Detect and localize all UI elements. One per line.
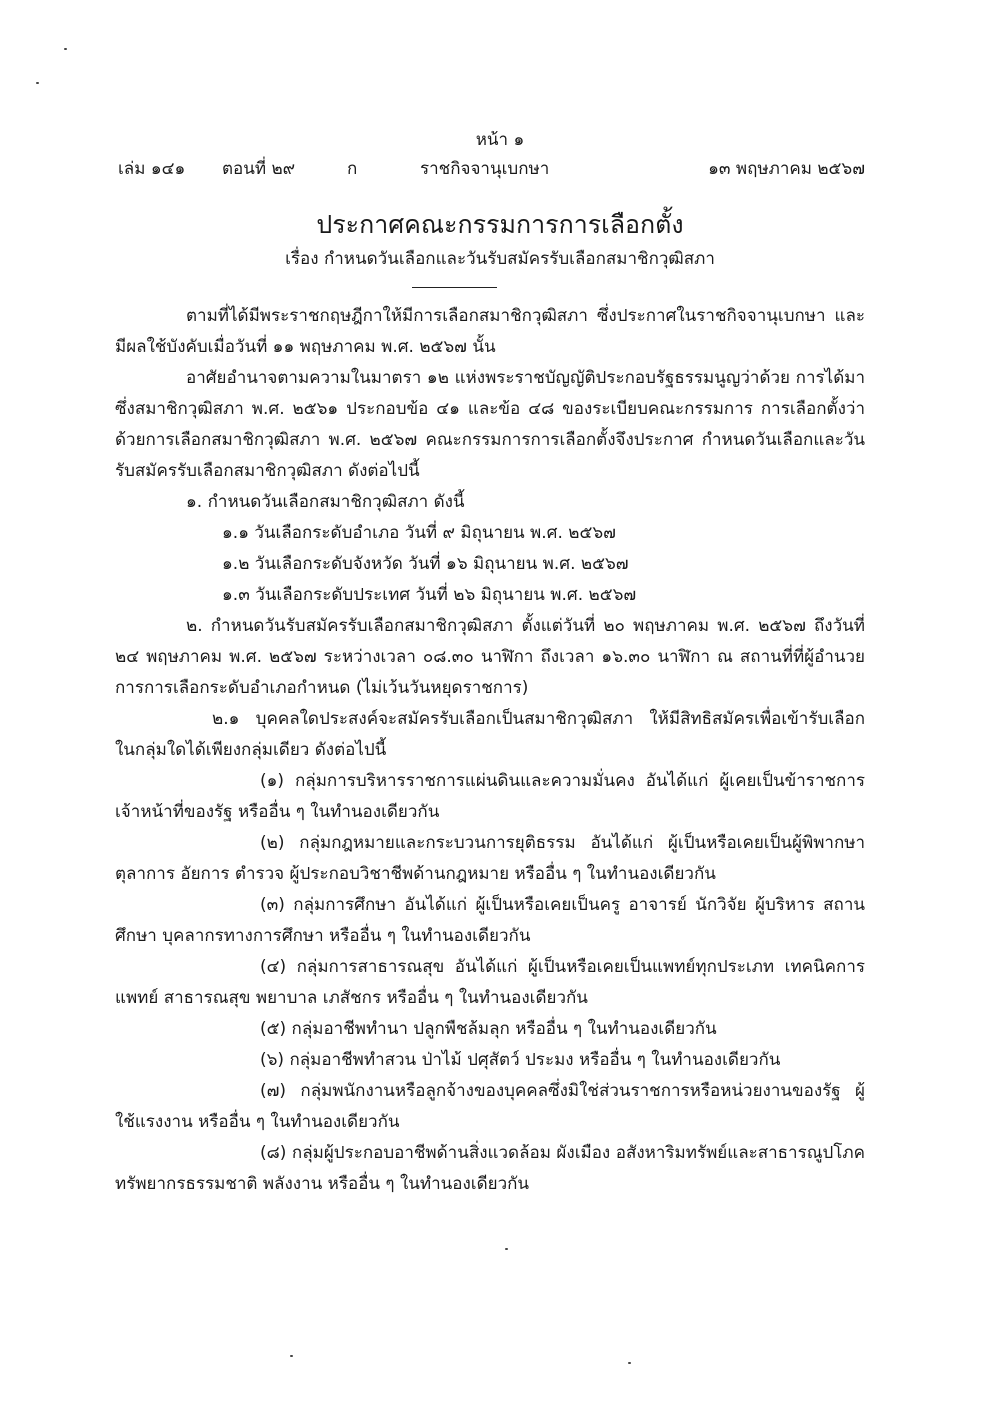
announcement-subject: เรื่อง กำหนดวันเลือกและวันรับสมัครรับเลือกสมาชิกวุฒิสภา [285,249,715,269]
header-section: ก [347,159,358,179]
clause-2: ๒. กำหนดวันรับสมัครรับเลือกสมาชิกวุฒิสภา ตั้งแต่วันที่ ๒๐ พฤษภาคม พ.ศ. ๒๕๖๗ ถึงวันที่ ๒๔ พฤษภาคม พ.ศ. ๒๕๖๗ ระหว่างเวลา ๐๘.๓๐ นาฬิกา ถึงเวลา ๑๖.๓๐ นาฬิกา ณ สถานที่ที่ผู้อำนวยการการเลือกระดับอำเภอกำหนด (ไม่เว้นวันหยุดราชการ) [115,616,865,698]
clause-1-3: ๑.๓ วันเลือกระดับประเทศ วันที่ ๒๖ มิถุนายน พ.ศ. ๒๕๖๗ [222,585,637,605]
scan-speck [505,1248,508,1250]
clause-1-1: ๑.๑ วันเลือกระดับอำเภอ วันที่ ๙ มิถุนายน พ.ศ. ๒๕๖๗ [222,523,616,543]
clause-2-1: ๒.๑ บุคคลใดประสงค์จะสมัครรับเลือกเป็นสมาชิกวุฒิสภา ให้มีสิทธิสมัครเพื่อเข้ารับเลือก ในกลุ่มใดได้เพียงกลุ่มเดียว ดังต่อไปนี้ [115,709,865,760]
page-number: หน้า ๑ [475,130,525,150]
header-issue: ตอนที่ ๒๙ [222,159,296,179]
announcement-body [115,301,865,1200]
group-item: (๒) กลุ่มกฎหมายและกระบวนการยุติธรรม อันได้แก่ ผู้เป็นหรือเคยเป็นผู้พิพากษา ตุลาการ อัยการ ตำรวจ ผู้ประกอบวิชาชีพด้านกฎหมาย หรืออื่น ๆ ในทำนองเดียวกัน [115,833,865,884]
group-item: (๑) กลุ่มการบริหารราชการแผ่นดินและความมั่นคง อันได้แก่ ผู้เคยเป็นข้าราชการ เจ้าหน้าที่ของรัฐ หรืออื่น ๆ ในทำนองเดียวกัน [115,771,865,822]
group-item: (๕) กลุ่มอาชีพทำนา ปลูกพืชล้มลุก หรืออื่น ๆ ในทำนองเดียวกัน [260,1019,717,1039]
group-item: (๔) กลุ่มการสาธารณสุข อันได้แก่ ผู้เป็นหรือเคยเป็นแพทย์ทุกประเภท เทคนิคการแพทย์ สาธารณสุข พยาบาล เภสัชกร หรืออื่น ๆ ในทำนองเดียวกัน [115,957,865,1008]
scan-speck [36,82,39,84]
header-volume: เล่ม ๑๔๑ [118,159,186,179]
scan-speck [64,48,67,50]
group-item: (๖) กลุ่มอาชีพทำสวน ป่าไม้ ปศุสัตว์ ประมง หรืออื่น ๆ ในทำนองเดียวกัน [260,1050,781,1070]
group-item: (๗) กลุ่มพนักงานหรือลูกจ้างของบุคคลซึ่งมิใช่ส่วนราชการหรือหน่วยงานของรัฐ ผู้ใช้แรงงาน หรืออื่น ๆ ในทำนองเดียวกัน [115,1081,865,1132]
paragraph-authority: อาศัยอำนาจตามความในมาตรา ๑๒ แห่งพระราชบัญญัติประกอบรัฐธรรมนูญว่าด้วย การได้มาซึ่งสมาชิกวุฒิสภา พ.ศ. ๒๕๖๑ ประกอบข้อ ๔๑ และข้อ ๔๘ ของระเบียบคณะกรรมการ การเลือกตั้งว่าด้วยการเลือกสมาชิกวุฒิสภา พ.ศ. ๒๕๖๗ คณะกรรมการการเลือกตั้งจึงประกาศ กำหนดวันเลือกและวันรับสมัครรับเลือกสมาชิกวุฒิสภา ดังต่อไปนี้ [115,368,865,481]
group-item: (๘) กลุ่มผู้ประกอบอาชีพด้านสิ่งแวดล้อม ผังเมือง อสังหาริมทรัพย์และสาธารณูปโภค ทรัพยากรธรรมชาติ พลังงาน หรืออื่น ๆ ในทำนองเดียวกัน [115,1143,865,1194]
scan-speck [290,1355,293,1357]
header-gazette: ราชกิจจานุเบกษา [420,159,550,179]
clause-1-2: ๑.๒ วันเลือกระดับจังหวัด วันที่ ๑๖ มิถุนายน พ.ศ. ๒๕๖๗ [222,554,629,574]
group-item: (๓) กลุ่มการศึกษา อันได้แก่ ผู้เป็นหรือเคยเป็นครู อาจารย์ นักวิจัย ผู้บริหาร สถานศึกษา บุคลากรทางการศึกษา หรืออื่น ๆ ในทำนองเดียวกัน [115,895,865,946]
header-date: ๑๓ พฤษภาคม ๒๕๖๗ [708,159,865,179]
clause-1: ๑. กำหนดวันเลือกสมาชิกวุฒิสภา ดังนี้ [186,492,465,512]
paragraph-preamble: ตามที่ได้มีพระราชกฤษฎีกาให้มีการเลือกสมาชิกวุฒิสภา ซึ่งประกาศในราชกิจจานุเบกษา และมีผลใช้บังคับเมื่อวันที่ ๑๑ พฤษภาคม พ.ศ. ๒๕๖๗ นั้น [115,306,865,357]
announcement-title: ประกาศคณะกรรมการการเลือกตั้ง [316,210,684,239]
scan-speck [628,1362,631,1364]
title-divider [412,287,497,288]
